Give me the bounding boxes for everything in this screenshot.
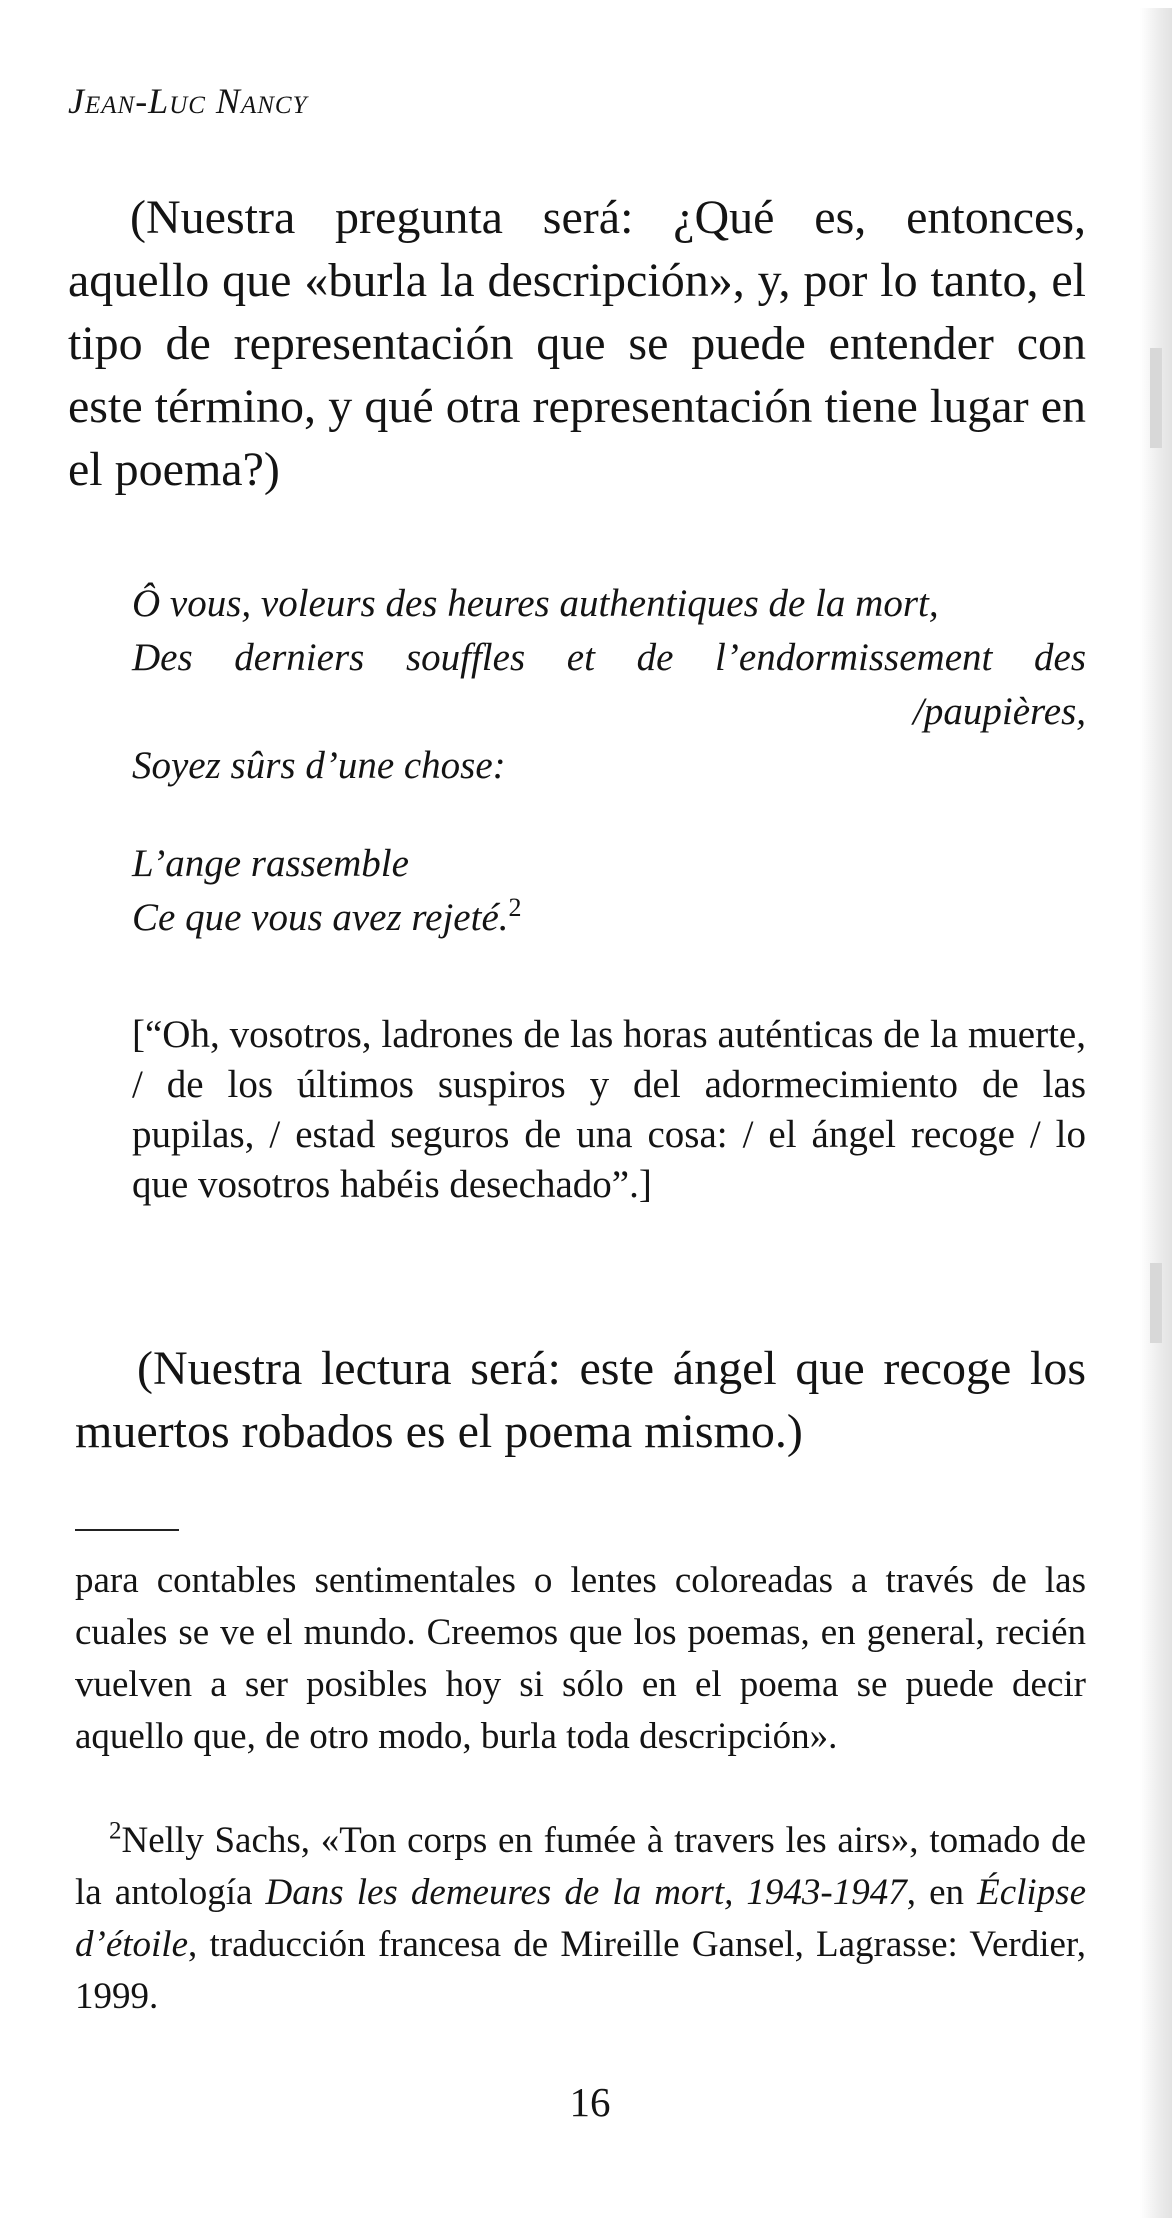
page-number: 16 xyxy=(569,2079,611,2125)
footnote-2 xyxy=(75,1815,1086,2023)
footnote-book-title: Dans les demeures de la mort, 1943-1947 xyxy=(265,1872,907,1913)
poem-line-text: Ce que vous avez rejeté. xyxy=(132,896,509,939)
poem-stanza-1 xyxy=(132,577,1086,793)
footnote-continued: para contables sentimentales o lentes coloreadas a través de las cuales se ve el mundo. Creemos que los poemas, en general, recién vuelven a ser posibles hoy si sólo en el poema se puede decir aquello que, de otro modo, burla toda descripción». xyxy=(75,1560,1086,1757)
poem-line: L’ange rassemble xyxy=(132,842,409,885)
paragraph-question: (Nuestra pregunta será: ¿Qué es, entonces, aquello que «burla la descripción», y, por lo tanto, el tipo de representación que se puede entender con este término, y qué otra representación tiene lugar en el poema?) xyxy=(68,191,1086,496)
footnote-book-title: Éclipse d’étoile xyxy=(75,1872,1086,1965)
poem-line-continuation: /paupières, xyxy=(913,690,1086,733)
footnote-text: Nelly Sachs, «Ton corps en fumée à travers les airs», tomado de la antología xyxy=(75,1820,1086,1913)
poem-line: Ô vous, voleurs des heures authentiques de la mort, xyxy=(132,582,939,625)
footnote-reference[interactable]: 2 xyxy=(508,893,522,922)
footnote-number: 2 xyxy=(109,1817,122,1845)
paragraph-reading: (Nuestra lectura será: este ángel que recoge los muertos robados es el poema mismo.) xyxy=(75,1342,1086,1458)
page-edge-shadow xyxy=(1140,8,1172,2218)
poem-line: Des derniers souffles et de l’endormissement des xyxy=(132,636,1086,679)
poem-translation: [“Oh, vosotros, ladrones de las horas auténticas de la muerte, / de los últimos suspiros y del adormecimiento de las pupilas, / estad seguros de una cosa: / el ángel recoge / lo que vosotros habéis desechado”.] xyxy=(132,1013,1086,1206)
footnote-rule xyxy=(75,1529,179,1531)
footnote-text: , en xyxy=(906,1872,978,1913)
poem-line xyxy=(132,891,1086,945)
running-head: Jean-Luc Nancy xyxy=(68,81,308,121)
edge-mark xyxy=(1150,348,1162,448)
poem-stanza-2 xyxy=(132,837,1086,945)
footnote-text: , traducción francesa de Mireille Gansel, Lagrasse: Verdier, 1999. xyxy=(75,1924,1086,2017)
poem-line: Soyez sûrs d’une chose: xyxy=(132,744,506,787)
edge-mark xyxy=(1150,1263,1162,1343)
